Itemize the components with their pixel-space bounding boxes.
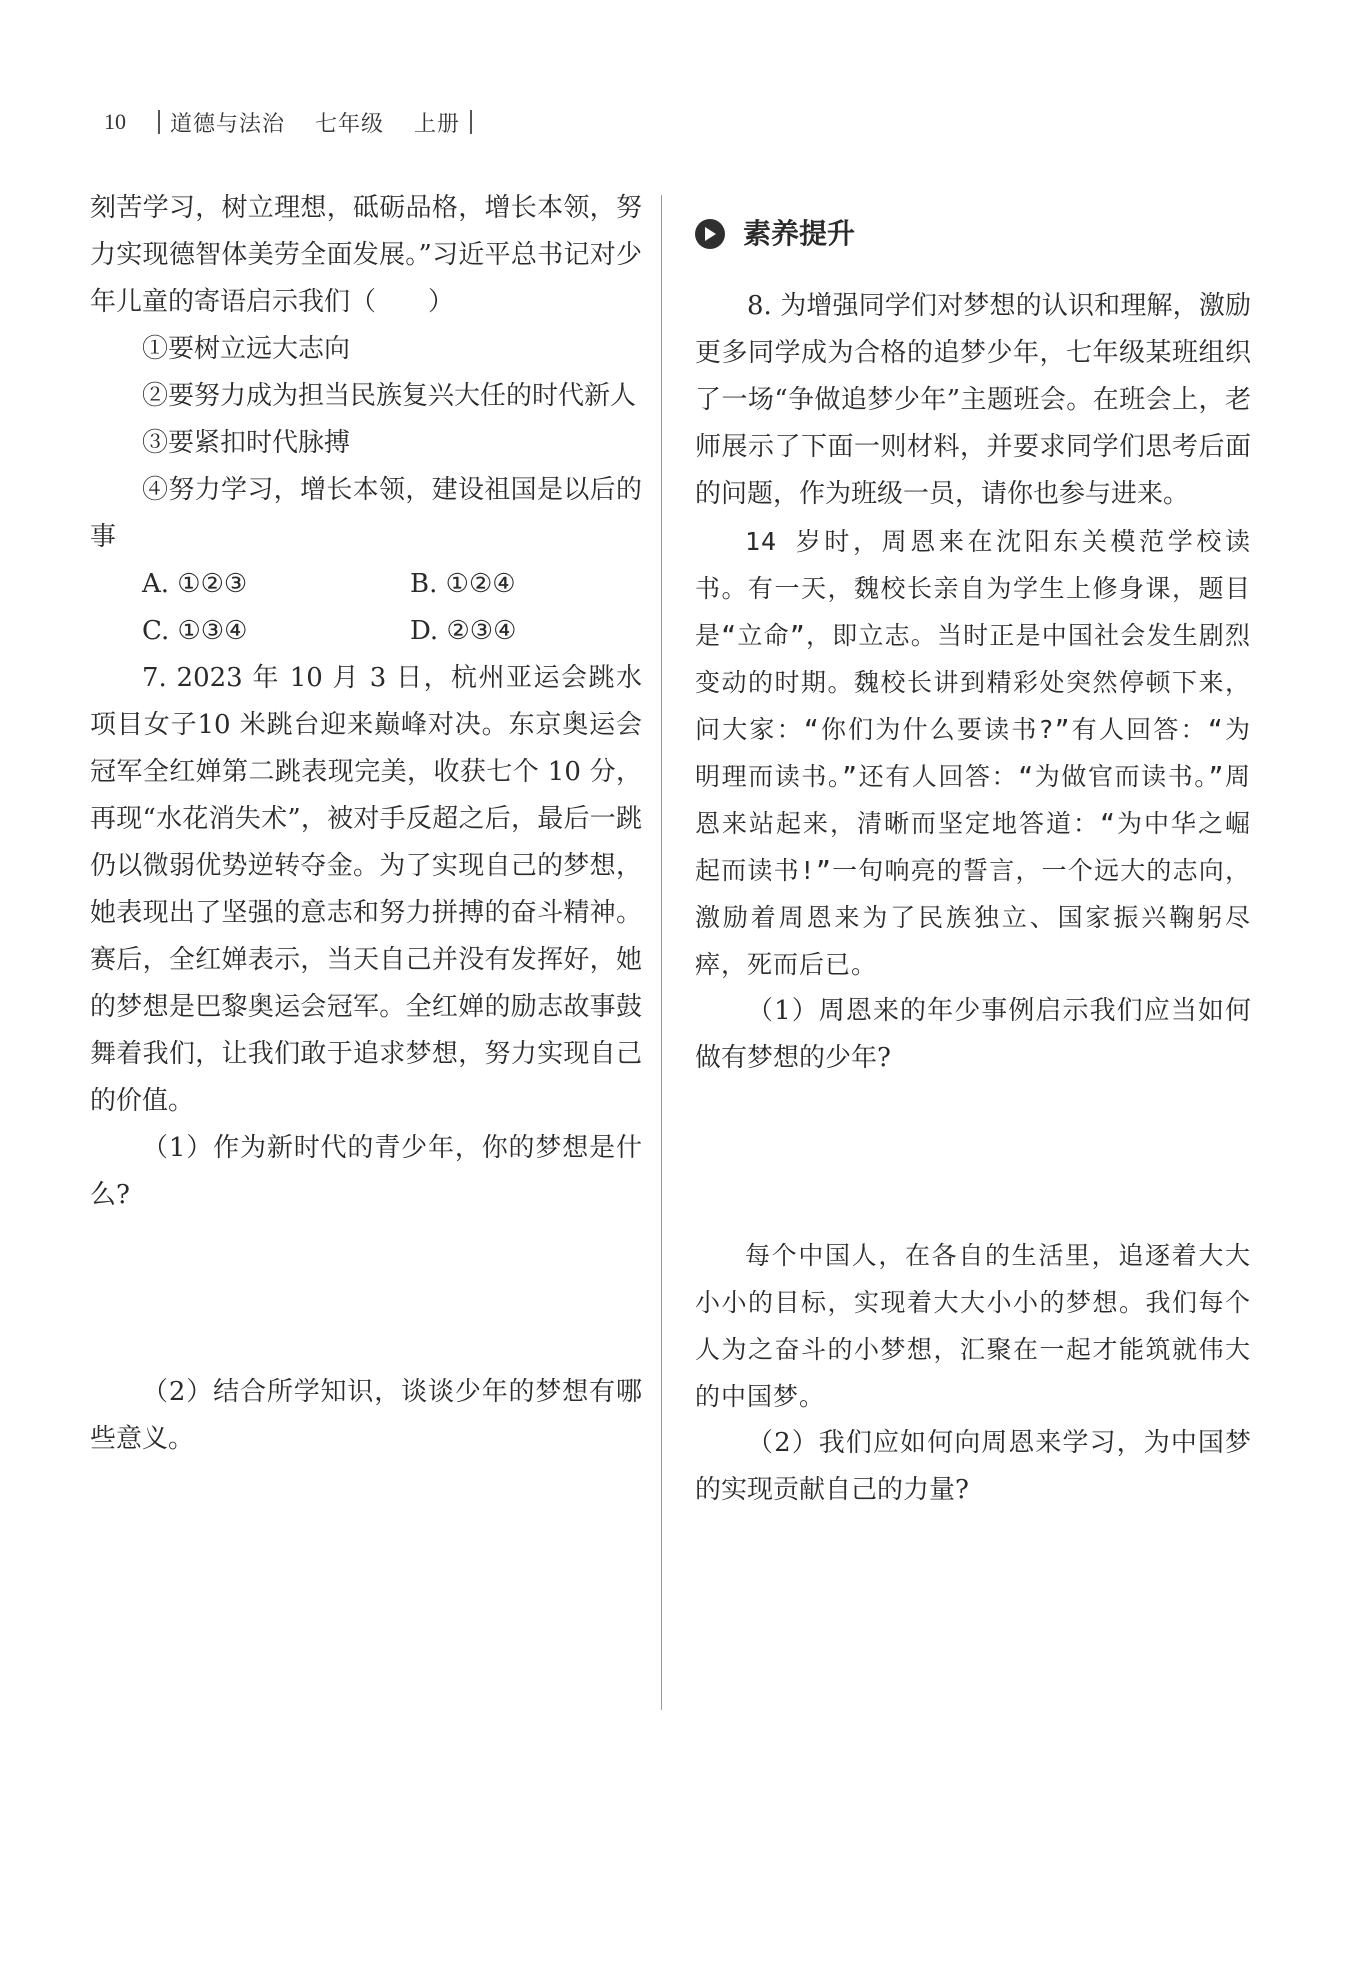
q6-option-3: ③要紧扣时代脉搏 [142,428,351,458]
answer-space-2 [695,1082,1251,1232]
question-8-sub2: （2）我们应如何向周恩来学习，为中国梦的实现贡献自己的力量? [695,1428,1251,1505]
section-title: 素养提升 [743,217,856,250]
q6-choice-d: D. ②③④ [410,616,517,646]
question-8-sub1: （1）周恩来的年少事例启示我们应当如何做有梦想的少年? [695,996,1251,1073]
q6-option-4: ④努力学习，增长本领，建设祖国是以后的事 [90,475,642,552]
section-heading [695,210,1251,257]
q6-choices [90,561,642,655]
question-7-text: 7. 2023 年 10 月 3 日，杭州亚运会跳水项目女子10 米跳台迎来巅峰对决。东京奥运会冠军全红婵第二跳表现完美，收获七个 10 分，再现“水花消失术”，被对手反超之后，最后一跳仍以微弱优势逆转夺金。为了实现自己的梦想，她表现出了坚强的意志和努力拼搏的奋斗精神。赛后，全红婵表示，当天自己并没有发挥好，她的梦想是巴黎奥运会冠军。全红婵的励志故事鼓舞着我们，让我们敢于追求梦想，努力实现自己的价值。 [90,663,642,1116]
zhou-enlai-story: 14 岁时，周恩来在沈阳东关模范学校读书。有一天，魏校长亲自为学生上修身课，题目是“立命”，即立志。当时正是中国社会发生剧烈变动的时期。魏校长讲到精彩处突然停顿下来，问大家：“你们为什么要读书?”有人回答：“为明理而读书。”还有人回答：“为做官而读书。”周恩来站起来，清晰而坚定地答道：“为中华之崛起而读书!”一句响亮的誓言，一个远大的志向，激励着周恩来为了民族独立、国家振兴鞠躬尽瘁，死而后已。 [695,527,1251,979]
header-divider-end [470,110,472,134]
book-title [170,107,460,138]
volume-label: 上册 [414,111,461,137]
grade-label: 七年级 [315,111,385,137]
header-divider [158,110,160,134]
china-dream-quote: 每个中国人，在各自的生活里，追逐着大大小小的目标，实现着大大小小的梦想。我们每个人为之奋斗的小梦想，汇聚在一起才能筑就伟大的中国梦。 [695,1241,1251,1411]
q6-choice-b: B. ①②④ [410,569,516,599]
page-number: 10 [104,109,126,134]
question-8-text: 8. 为增强同学们对梦想的认识和理解，激励更多同学成为合格的追梦少年，七年级某班组织了一场“争做追梦少年”主题班会。在班会上，老师展示了下面一则材料，并要求同学们思考后面的问题，作为班级一员，请你也参与进来。 [695,291,1251,509]
page-header [104,104,482,140]
play-icon [695,219,725,249]
question-7-sub1: （1）作为新时代的青少年，你的梦想是什么? [90,1133,642,1210]
q6-option-1: ①要树立远大志向 [142,334,351,364]
left-column [90,185,642,1463]
subject-label: 道德与法治 [170,111,286,137]
question-7-sub2: （2）结合所学知识，谈谈少年的梦想有哪些意义。 [90,1377,642,1454]
answer-space-1 [90,1219,642,1369]
right-column [695,210,1251,1514]
column-divider [661,195,662,1710]
q6-option-2: ②要努力成为担当民族复兴大任的时代新人 [142,381,637,411]
question-6-stem: 刻苦学习，树立理想，砥砺品格，增长本领，努力实现德智体美劳全面发展。”习近平总书记对少年儿童的寄语启示我们（ ） [90,193,642,317]
q6-choice-a: A. ①②③ [142,569,248,599]
q6-choice-c: C. ①③④ [142,616,248,646]
